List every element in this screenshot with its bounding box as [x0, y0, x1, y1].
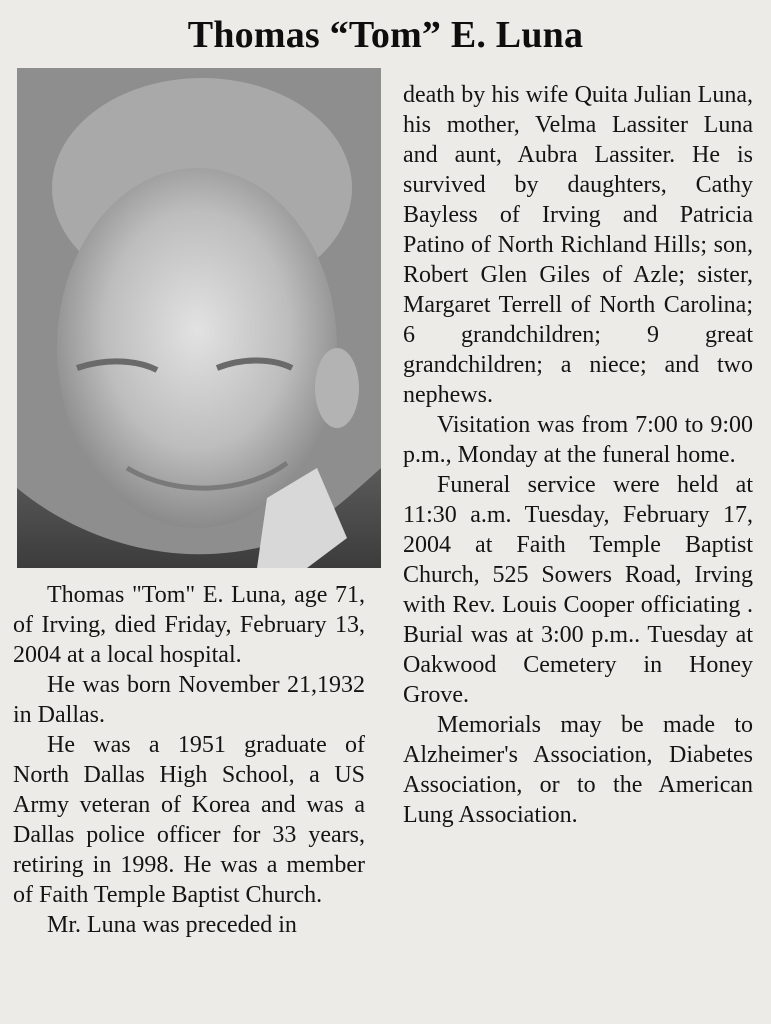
- paragraph-career: He was a 1951 graduate of North Dallas High School, a US Army veteran of Korea and was a Dallas police officer for 33 years, retiring in 1998. He was a member of Faith Temple Baptist Church.: [13, 732, 365, 908]
- portrait-photo: [17, 68, 381, 568]
- paragraph-survivors: death by his wife Quita Julian Luna, his mother, Velma Lassiter Luna and aunt, Aubra Lassiter. He is survived by daughters, Cathy Bayless of Irving and Patricia Patino of North Richland Hills; son, Robert Glen Giles of Azle; sister, Margaret Terrell of North Carolina; 6 grandchildren; 9 great grandchildren; a niece; and two nephews.: [403, 82, 753, 408]
- paragraph-birth: He was born November 21,1932 in Dallas.: [13, 672, 365, 728]
- paragraph-preceded: Mr. Luna was preceded in: [47, 912, 297, 938]
- left-column: [13, 580, 365, 940]
- paragraph-death-notice: Thomas "Tom" E. Luna, age 71, of Irving, died Friday, February 13, 2004 at a local hospital.: [13, 582, 365, 668]
- paragraph-funeral-service: Funeral service were held at 11:30 a.m. Tuesday, February 17, 2004 at Faith Temple Baptist Church, 525 Sowers Road, Irving with Rev. Louis Cooper officiating . Burial was at 3:00 p.m.. Tuesday at Oakwood Cemetery in Honey Grove.: [403, 472, 753, 708]
- right-column: [403, 80, 753, 830]
- paragraph-memorials: Memorials may be made to Alzheimer's Association, Diabetes Association, or to the American Lung Association.: [403, 712, 753, 828]
- portrait-illustration: [17, 68, 381, 568]
- headline: Thomas “Tom” E. Luna: [187, 14, 584, 56]
- paragraph-visitation: Visitation was from 7:00 to 9:00 p.m., Monday at the funeral home.: [403, 412, 753, 468]
